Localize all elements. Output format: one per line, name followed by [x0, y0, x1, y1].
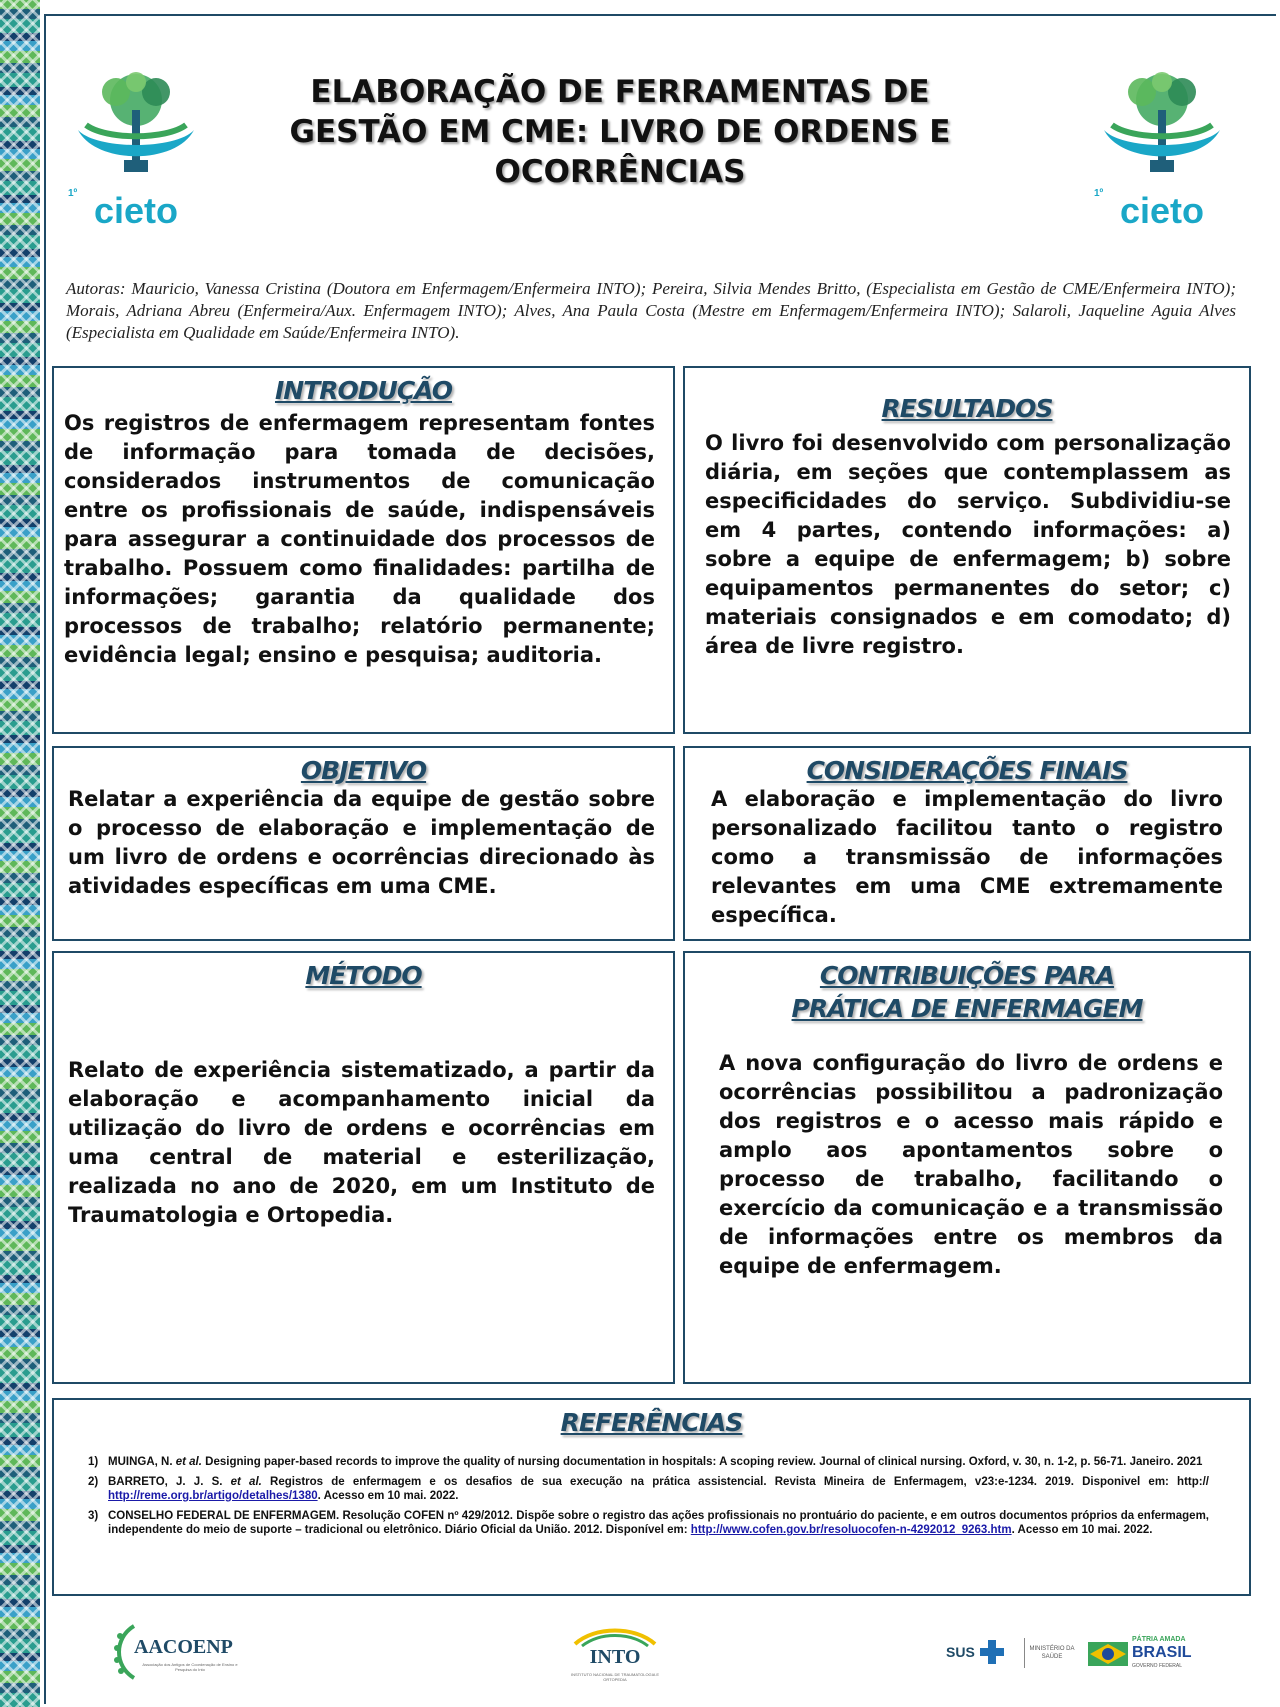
aacoenp-subtext: Associação dos Antigos de Coordenação de Ensino e Pesquisa do Into — [142, 1662, 238, 1672]
section-text: O livro foi desenvolvido com personalização diária, em seções que contemplassem as especificidades do serviço. Subdividiu-se em 4 partes, contendo informações: a) sobre a equipe de enfermagem; b) sobre equipamentos permanentes do setor; c) materiais consignados e em comodato; d) área de livre registro. — [705, 431, 1231, 658]
logo-superscript: 1º — [68, 188, 78, 199]
patria-text: PÁTRIA AMADA — [1132, 1636, 1186, 1643]
government-logos — [946, 1632, 1246, 1676]
section-contribuicoes — [683, 951, 1251, 1384]
into-subtext: INSTITUTO NACIONAL DE TRAUMATOLOGIA E ORTOPEDIA — [570, 1672, 659, 1682]
aacoenp-text: AACOENP — [134, 1636, 233, 1658]
decorative-border-strip — [0, 0, 40, 1707]
section-title: RESULTADOS — [881, 394, 1053, 423]
section-text: A elaboração e implementação do livro personalizado facilitou tanto o registro como a transmissão de informações relevantes em uma CME extremamente específica. — [711, 787, 1223, 927]
section-text: Relatar a experiência da equipe de gestão sobre o processo de elaboração e implementação de um livro de ordens e ocorrências direcionado às atividades específicas em uma CME. — [68, 787, 655, 898]
cieto-logo-left — [66, 70, 206, 240]
logo-superscript: 1º — [1094, 188, 1104, 199]
sus-cross-icon — [980, 1640, 1004, 1664]
references-list — [88, 1455, 1209, 1537]
section-referencias — [52, 1398, 1251, 1596]
into-logo — [560, 1624, 670, 1686]
ministerio-text: MINISTÉRIO DA — [1029, 1646, 1075, 1652]
section-title-line2: PRÁTICA DE ENFERMAGEM — [791, 994, 1143, 1023]
sus-text: SUS — [946, 1644, 975, 1660]
into-text: INTO — [589, 1646, 641, 1668]
section-objetivo — [52, 746, 675, 941]
logo-text: cieto — [1119, 190, 1205, 231]
section-text: A nova configuração do livro de ordens e ocorrências possibilitou a padronização dos registros e o acesso mais rápido e amplo aos apontamentos sobre o processo de trabalho, facilitando o exercício da comunicação e a transmissão de informações entre os membros da equipe de enfermagem. — [719, 1051, 1223, 1278]
arc-icon — [560, 1624, 670, 1648]
poster-title: ELABORAÇÃO DE FERRAMENTAS DE GESTÃO EM CME: LIVRO DE ORDENS E OCORRÊNCIAS — [289, 74, 951, 190]
section-title: MÉTODO — [305, 961, 422, 990]
tree-icon — [66, 70, 206, 195]
section-title: REFERÊNCIAS — [560, 1408, 743, 1437]
reference-item: 2) BARRETO, J. J. S. et al. Registros de enfermagem e os desafios de sua execução na prática assistencial. Revista Mineira de Enfermagem, v23:e-1234. 2019. Disponivel em: http:// http://reme.org.br/artigo/detalhes/1380. Acesso em 10 mai. 2022. — [88, 1476, 1209, 1502]
section-consideracoes-finais — [683, 746, 1251, 941]
tree-icon — [1092, 70, 1232, 195]
logo-text: cieto — [93, 190, 179, 231]
divider — [1024, 1638, 1025, 1668]
reference-link[interactable]: http://reme.org.br/artigo/detalhes/1380 — [108, 1490, 318, 1502]
brasil-text: BRASIL — [1132, 1644, 1192, 1661]
section-text: Os registros de enfermagem representam fontes de informação para tomada de decisões, considerados instrumentos de comunicação entre os profissionais de saúde, indispensáveis para assegurar a continuidade dos processos de trabalho. Possuem como finalidades: partilha de informações; garantia da qualidade dos processos de trabalho; relatório permanente; evidência legal; ensino e pesquisa; auditoria. — [64, 411, 655, 667]
section-title: INTRODUÇÃO — [274, 376, 452, 405]
section-title-line1: CONTRIBUIÇÕES PARA — [819, 961, 1115, 990]
section-introducao — [52, 366, 675, 734]
authors: Autoras: Mauricio, Vanessa Cristina (Doutora em Enfermagem/Enfermeira INTO); Pereira, Silvia Mendes Britto, (Especialista em Gestão de CME/Enfermeira INTO); Morais, Adriana Abreu (Enfermeira/Aux. Enfermagem INTO); Alves, Ana Paula Costa (Mestre em Enfermagem/Enfermeira INTO); Salaroli, Jaqueline Aguia Alves (Especialista em Qualidade em Saúde/Enfermeira INTO). — [66, 279, 1236, 342]
reference-link[interactable]: http://www.cofen.gov.br/resoluocofen-n-4292012_9263.htm — [690, 1524, 1012, 1536]
section-text: Relato de experiência sistematizado, a partir da elaboração e acompanhamento inicial da utilização do livro de ordens e ocorrências em uma central de material e esterilização, realizada no ano de 2020, em um Instituto de Traumatologia e Ortopedia. — [68, 1058, 655, 1227]
aacoenp-logo — [110, 1622, 250, 1686]
saude-text: SAÚDE — [1041, 1654, 1063, 1660]
section-resultados — [683, 366, 1251, 734]
section-title: CONSIDERAÇÕES FINAIS — [806, 756, 1128, 785]
section-title: OBJETIVO — [300, 756, 427, 785]
governo-text: GOVERNO FEDERAL — [1132, 1663, 1183, 1669]
brazil-flag-icon — [1088, 1638, 1128, 1668]
section-metodo — [52, 951, 675, 1384]
reference-item: 3) CONSELHO FEDERAL DE ENFERMAGEM. Resolução COFEN nº 429/2012. Dispõe sobre o registro das ações profissionais no prontuário do paciente, e em outros documentos próprios da enfermagem, independente do meio de suporte – tradicional ou eletrônico. Diário Oficial da União. 2012. Disponível em: http://www.cofen.gov.br/resoluocofen-n-4292012_9263.htm. Acesso em 10 mai. 2022. — [88, 1510, 1209, 1536]
reference-item: 1) MUINGA, N. et al. Designing paper-based records to improve the quality of nursing documentation in hospitals: A scoping review. Journal of clinical nursing. Oxford, v. 30, n. 1-2, p. 56-71. Janeiro. 2021 — [88, 1456, 1203, 1468]
cieto-logo-right — [1092, 70, 1232, 240]
